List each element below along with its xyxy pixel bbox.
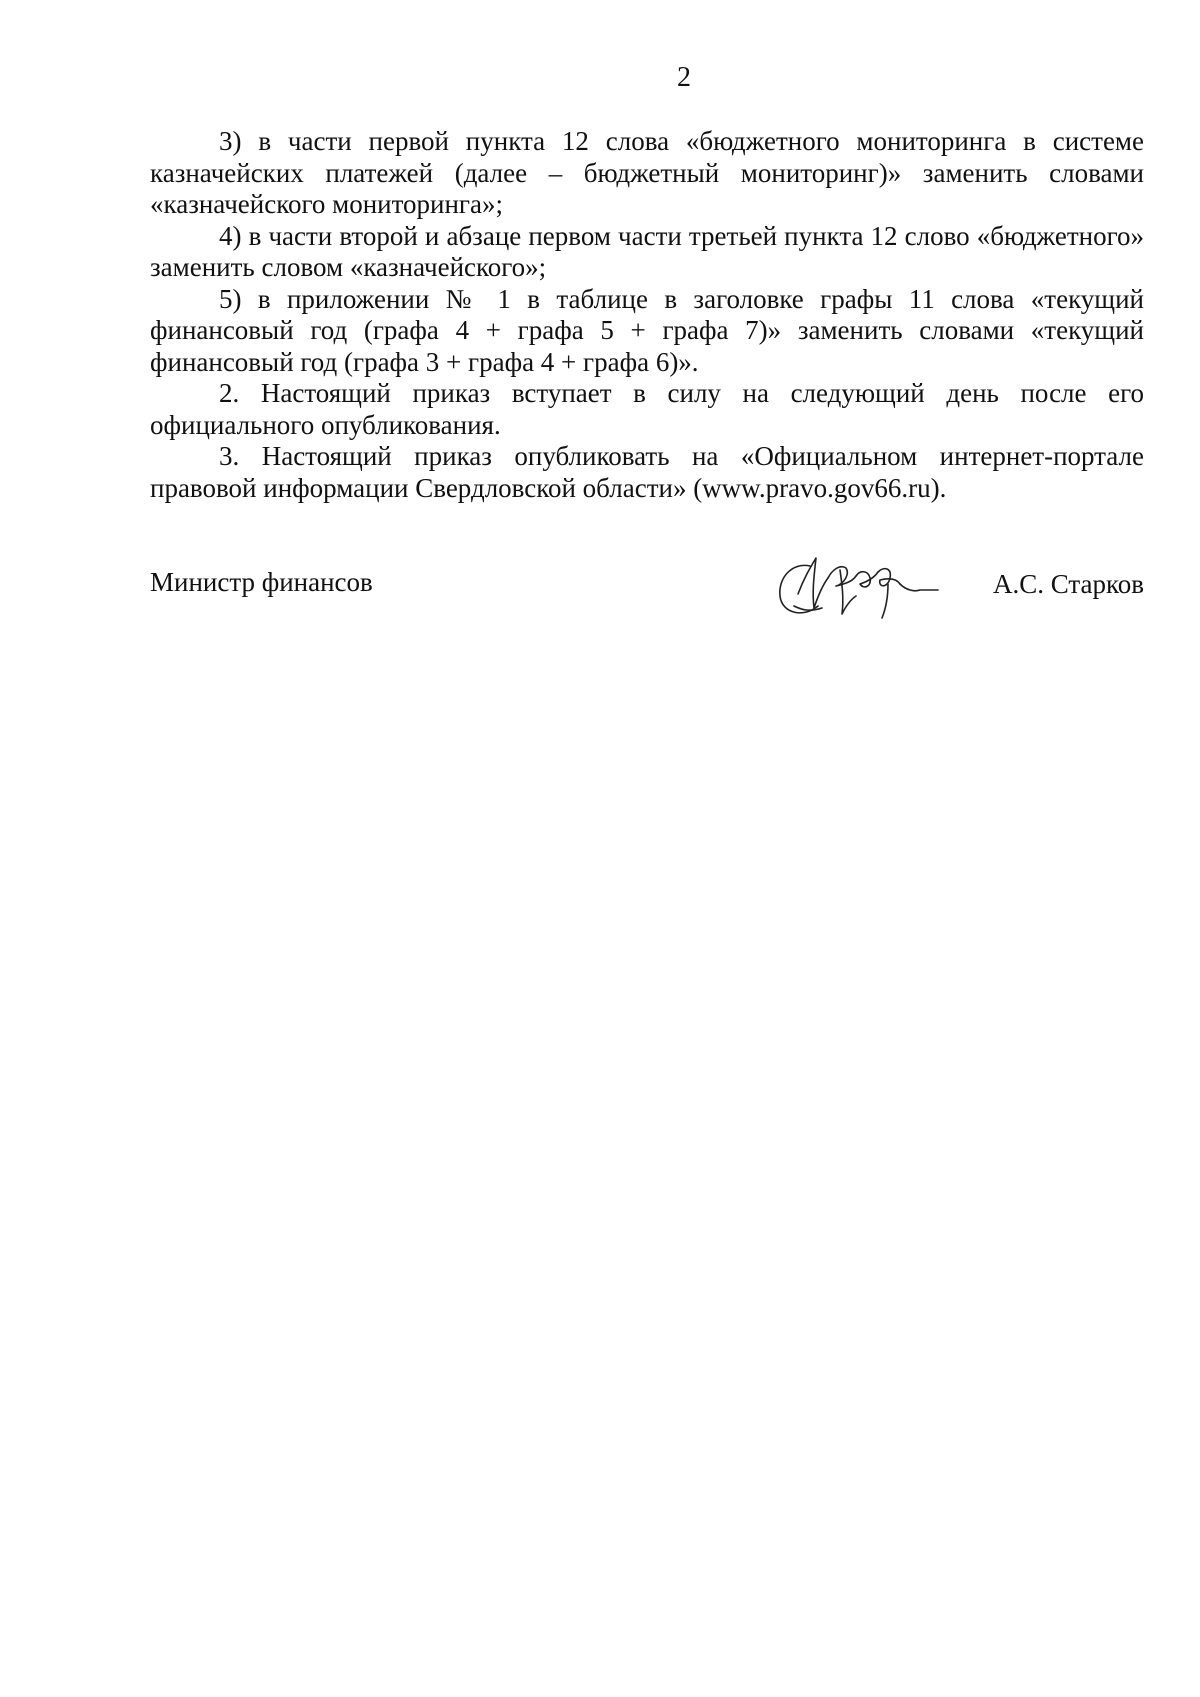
signatory-position: Министр финансов <box>150 567 373 597</box>
handwritten-signature <box>770 548 940 626</box>
paragraph-publication: 3. Настоящий приказ опубликовать на «Официальном интернет-портале правовой информации Свердловской области» (www.pravo.gov66.ru). <box>150 441 1144 503</box>
page-number: 2 <box>677 62 691 93</box>
signature-block <box>150 556 1144 636</box>
paragraph-amendment-5: 5) в приложении № 1 в таблице в заголовке графы 11 слова «текущий финансовый год (графа 4 + графа 5 + графа 7)» заменить словами «текущий финансовый год (графа 3 + графа 4 + графа 6)». <box>150 283 1144 377</box>
document-body <box>150 126 1144 504</box>
paragraph-amendment-4: 4) в части второй и абзаце первом части третьей пункта 12 слово «бюджетного» заменить словом «казначейского»; <box>150 220 1144 282</box>
paragraph-amendment-3: 3) в части первой пункта 12 слова «бюджетного мониторинга в системе казначейских платежей (далее – бюджетный мониторинг)» заменить словами «казначейского мониторинга»; <box>150 126 1144 219</box>
paragraph-effective-date: 2. Настоящий приказ вступает в силу на следующий день после его официального опубликования. <box>150 378 1144 440</box>
signatory-name: А.С. Старков <box>992 569 1144 599</box>
